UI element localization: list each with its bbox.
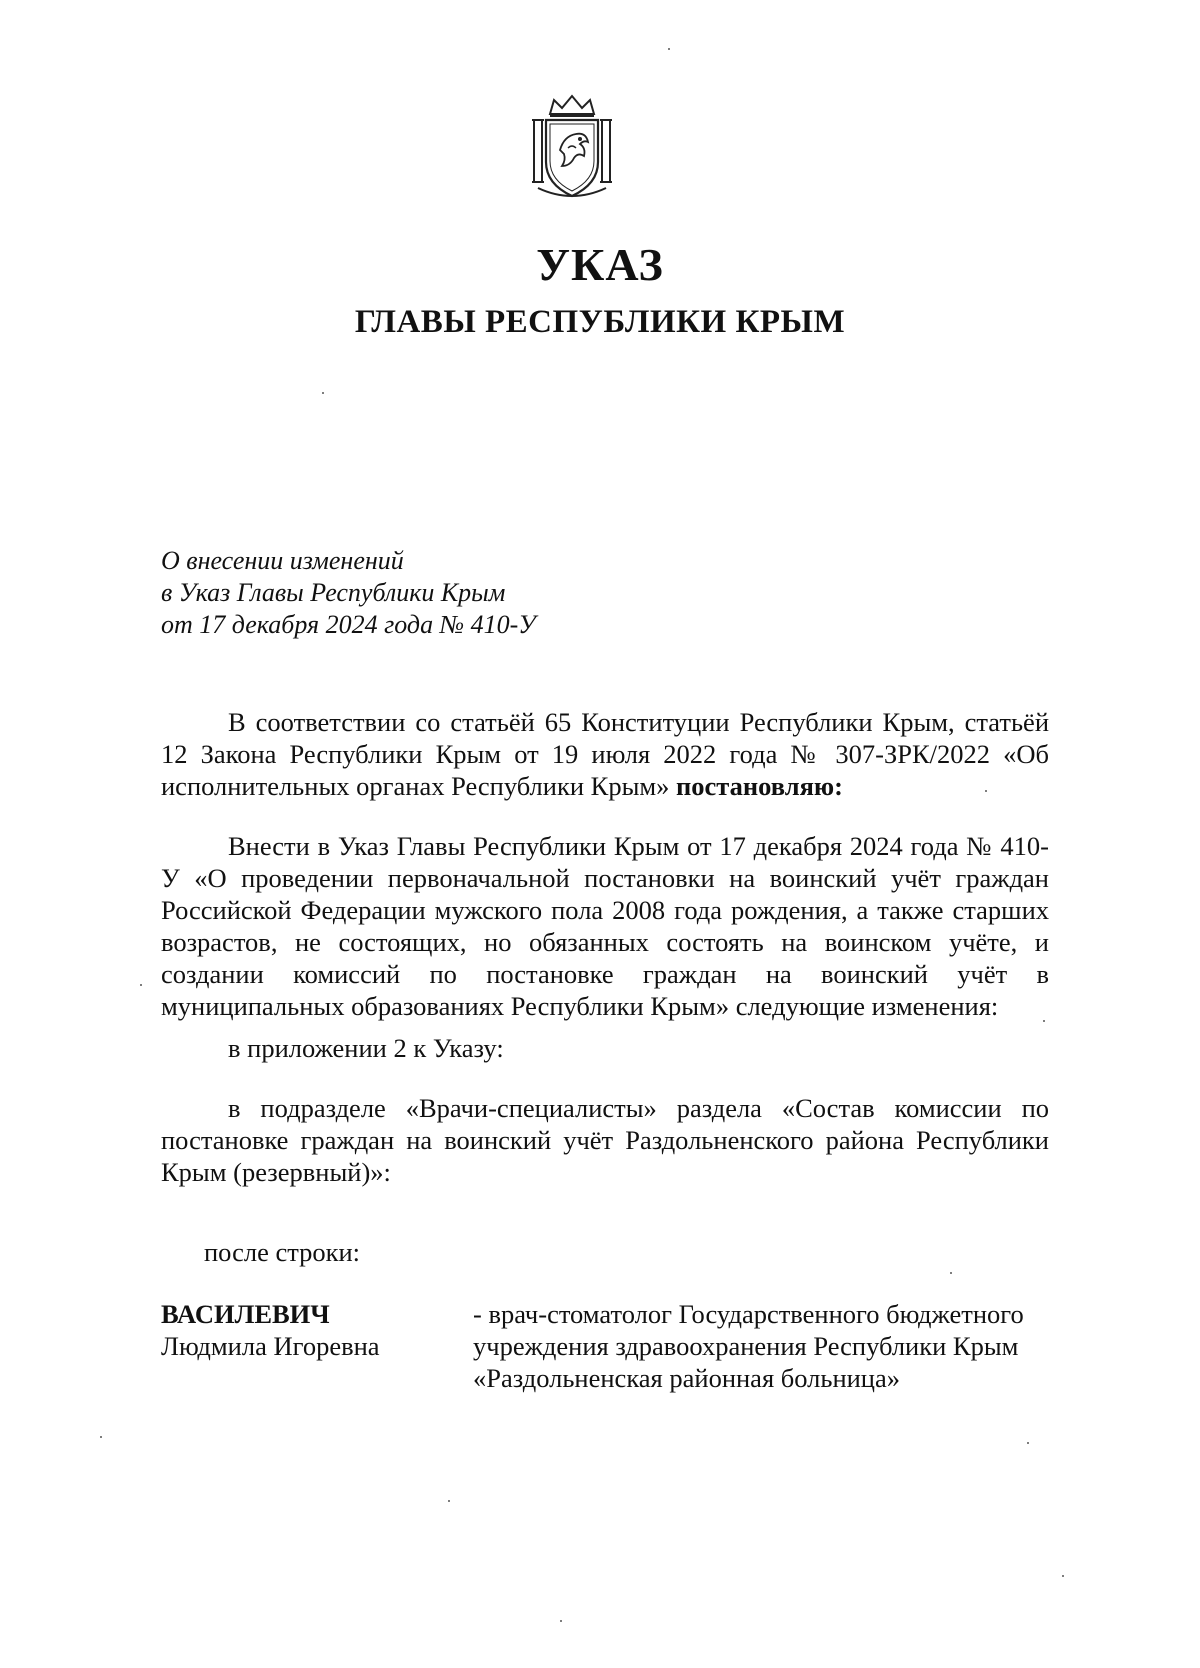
document-subtitle: ГЛАВЫ РЕСПУБЛИКИ КРЫМ: [354, 304, 846, 340]
scan-speck: [950, 1272, 952, 1274]
scan-speck: [985, 790, 987, 792]
scan-speck: [322, 392, 324, 394]
subject-line: в Указ Главы Республики Крым: [161, 578, 506, 607]
legal-basis-text: В соответствии со статьёй 65 Конституции Республики Крым, статьёй 12 Закона Республики Крым от 19 июля 2022 года № 307-ЗРК/2022 «Об исполнительных органах Республики Крым»: [161, 707, 1049, 801]
document-subject: [161, 545, 536, 641]
paragraph-amendment: Внести в Указ Главы Республики Крым от 17 декабря 2024 года № 410-У «О проведении первоначальной постановки на воинский учёт граждан Российской Федерации мужского пола 2008 года рождения, а также старших возрастов, не состоящих, но обязанных состоять на воинском учёте, и создании комиссий по постановке граждан на воинский учёт в муниципальных образованиях Республики Крым» следующие изменения:: [161, 831, 1049, 1021]
subject-line: от 17 декабря 2024 года № 410-У: [161, 610, 536, 639]
person-surname: ВАСИЛЕВИЧ: [161, 1299, 330, 1329]
paragraph-appendix: в приложении 2 к Указу:: [228, 1033, 504, 1063]
crimea-coat-of-arms-icon: [528, 92, 616, 204]
scan-speck: [140, 984, 142, 986]
scan-speck: [1027, 1442, 1029, 1444]
person-given-names: Людмила Игоревна: [161, 1331, 380, 1361]
scan-speck: [100, 1436, 102, 1438]
subject-line: О внесении изменений: [161, 546, 404, 575]
paragraph-legal-basis: [161, 706, 1049, 802]
resolution-word: постановляю:: [676, 771, 844, 801]
scan-speck: [1043, 1020, 1045, 1022]
person-role-line: «Раздольненская районная больница»: [473, 1363, 901, 1393]
paragraph-subsection: в подразделе «Врачи-специалисты» раздела «Состав комиссии по постановке граждан на воинский учёт Раздольненского района Республики Крым (резервный)»:: [161, 1093, 1049, 1187]
person-role-line: учреждения здравоохранения Республики Крым: [473, 1331, 1019, 1361]
paragraph-after-line: после строки:: [204, 1237, 361, 1267]
person-name-block: [161, 1298, 461, 1362]
person-role-line: - врач-стоматолог Государственного бюджетного: [473, 1299, 1024, 1329]
scan-speck: [560, 1620, 562, 1622]
document-title: УКАЗ: [536, 239, 664, 290]
scan-speck: [668, 48, 670, 50]
scan-speck: [1062, 1575, 1064, 1577]
person-role: [473, 1298, 1049, 1394]
scan-speck: [448, 1500, 450, 1502]
